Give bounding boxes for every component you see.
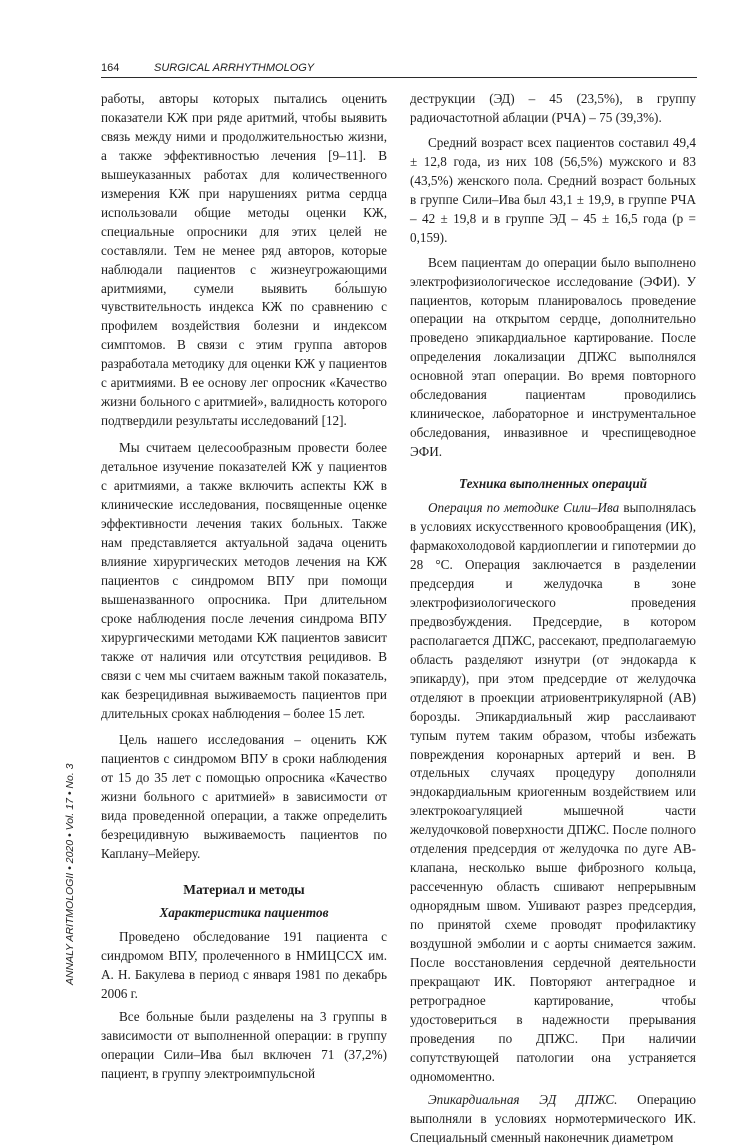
paragraph (410, 499, 696, 1087)
paragraph: Цель нашего исследования – оценить КЖ пациентов с синдромом ВПУ в сроки наблюдения от 15 до 35 лет с помощью опросника «Качество жизни больного с аритмией» в зависимости от вида проведенной операции, а также определить безрецидивную выживаемость пациентов по Каплану–Мейеру. (101, 732, 387, 862)
subsection-heading: Техника выполненных операций (459, 476, 647, 492)
left-column (101, 90, 387, 1084)
paragraph-text: выполнялась в условиях искусственного кровообращения (ИК), фармакохолодовой кардиоплегии и гипотермии до 28 °С. Операция заключается в разделении предсердия и желудочка в зоне электрофизиологического проведения предвозбуждения. Предсердие, в котором располагается ДПЖС, рассекают, предполагаемую область разделяют изнутри (от эндокарда к эпикарду), при этом предсердие от желудочка отделяют в проекции атриовентрикулярной (АВ) борозды. Эпикардиальный жир расслаивают тупым путем таким образом, чтобы избежать повреждения коронарных артерий и вен. В отдельных случаях процедуру дополняли эндокардиальным криогенным воздействием или электрокоагуляцией мышечной части желудочковой поверхности ДПЖС. После полного отделения предсердия от желудочка по дуге АВ-клапана, несколько выше фиброзного кольца, рассеченную область сшивают непрерывным однорядным швом. Ушивают разрез предсердия, по принятой схеме проводят профилактику воздушной эмболии и с аорты снимается зажим. После восстановления сердечной деятельности прекращают ИК. Повторяют антеградное и ретроградное картирование, чтобы удостовериться в надежности прерывания проведения по ДПЖС. При наличии сопутствующей патологии она устраняется одномоментно. (410, 500, 696, 1084)
paragraph: Проведено обследование 191 пациента с синдромом ВПУ, пролеченного в НМИЦССХ им. А. Н. Бакулева в период с января 1981 по декабрь 2006 г. (101, 929, 387, 1001)
paragraph: Средний возраст всех пациентов составил 49,4 ± 12,8 года, из них 108 (56,5%) мужского и 83 (43,5%) женского пола. Средний возраст больных в группе Сили–Ива был 43,1 ± 19,9, в группе РЧА – 42 ± 19,8 и в группе ЭД – 45 ± 16,5 года (p = 0,159). (410, 134, 696, 245)
right-column (410, 90, 696, 1148)
header-rule (101, 77, 697, 78)
subsection-heading: Характеристика пациентов (159, 905, 329, 921)
page-number: 164 (101, 62, 120, 74)
section-heading: Материал и методы (183, 882, 305, 898)
paragraph-lead: Эпикардиальная ЭД ДПЖС. (428, 1091, 618, 1107)
paragraph: деструкции (ЭД) – 45 (23,5%), в группу радиочастотной аблации (РЧА) – 75 (39,3%). (410, 91, 696, 125)
paragraph-text: Операцию выполняли в условиях нормотермического ИК. Специальный сменный наконечник диаметром (410, 1091, 696, 1145)
paragraph: Все больные были разделены на 3 группы в зависимости от выполненной операции: в группу операции Сили–Ива был включен 71 (37,2%) пациент, в группу электроимпульсной (101, 1008, 387, 1081)
page-header (101, 62, 697, 78)
paragraph: Всем пациентам до операции было выполнено электрофизиологическое исследование (ЭФИ). У пациентов, которым планировалось проведение операции на открытом сердце, дополнительно проведено эпикардиальное картирование. После определения локализации ДПЖС выполнялся основной этап операции. Во время повторного обследования пациентам проводились клиническое, лабораторное и инструментальное обследования, инвазивное и чреспищеводное ЭФИ. (410, 254, 696, 460)
journal-citation-vertical: ANNALY ARITMOLOGII • 2020 • Vol. 17 • No. 3 (64, 763, 76, 985)
running-title: SURGICAL ARRHYTHMOLOGY (154, 62, 315, 74)
paragraph (410, 1091, 696, 1148)
paragraph: Мы считаем целесообразным провести более детальное изучение показателей КЖ у пациентов с аритмиями, а также включить аспекты КЖ в клинические исследования, посвященные оценке эффективности лечения таких больных. Также нам представляется актуальной задача оценить влияние хирургических методов лечения на КЖ пациентов с синдромом ВПУ при помощи вышеназванного опросника. При длительном сроке наблюдения после лечения синдрома ВПУ хирургическими методами КЖ пациентов зависит также от наличия или отсутствия рецидивов. В связи с чем мы считаем важным такой показатель, как безрецидивная выживаемость пациентов при длительных сроках наблюдения – более 15 лет. (101, 440, 387, 721)
paragraph: работы, авторы которых пытались оценить показатели КЖ при ряде аритмий, чтобы выявить связь между ними и продолжительностью жизни, а также эффективностью лечения [9–11]. В вышеуказанных работах для количественного измерения КЖ при нарушениях ритма сердца использовали общие методы оценки КЖ, специальные опросники для этих целей не составляли. Тем не менее ряд авторов, которые наблюдали пациентов с жизнеугрожающими аритмиями, сумели выявить бо́льшую чувствительность индекса КЖ по сравнению с профилем воздействия болезни и индексом симптомов. В связи с этим группа авторов разработала методику для оценки КЖ у пациентов с аритмиями. В ее основу лег опросник «Качество жизни больного с аритмией», валидность которого подтвердили результаты исследований [12]. (101, 91, 387, 429)
paragraph-lead: Операция по методике Сили–Ива (428, 500, 620, 516)
